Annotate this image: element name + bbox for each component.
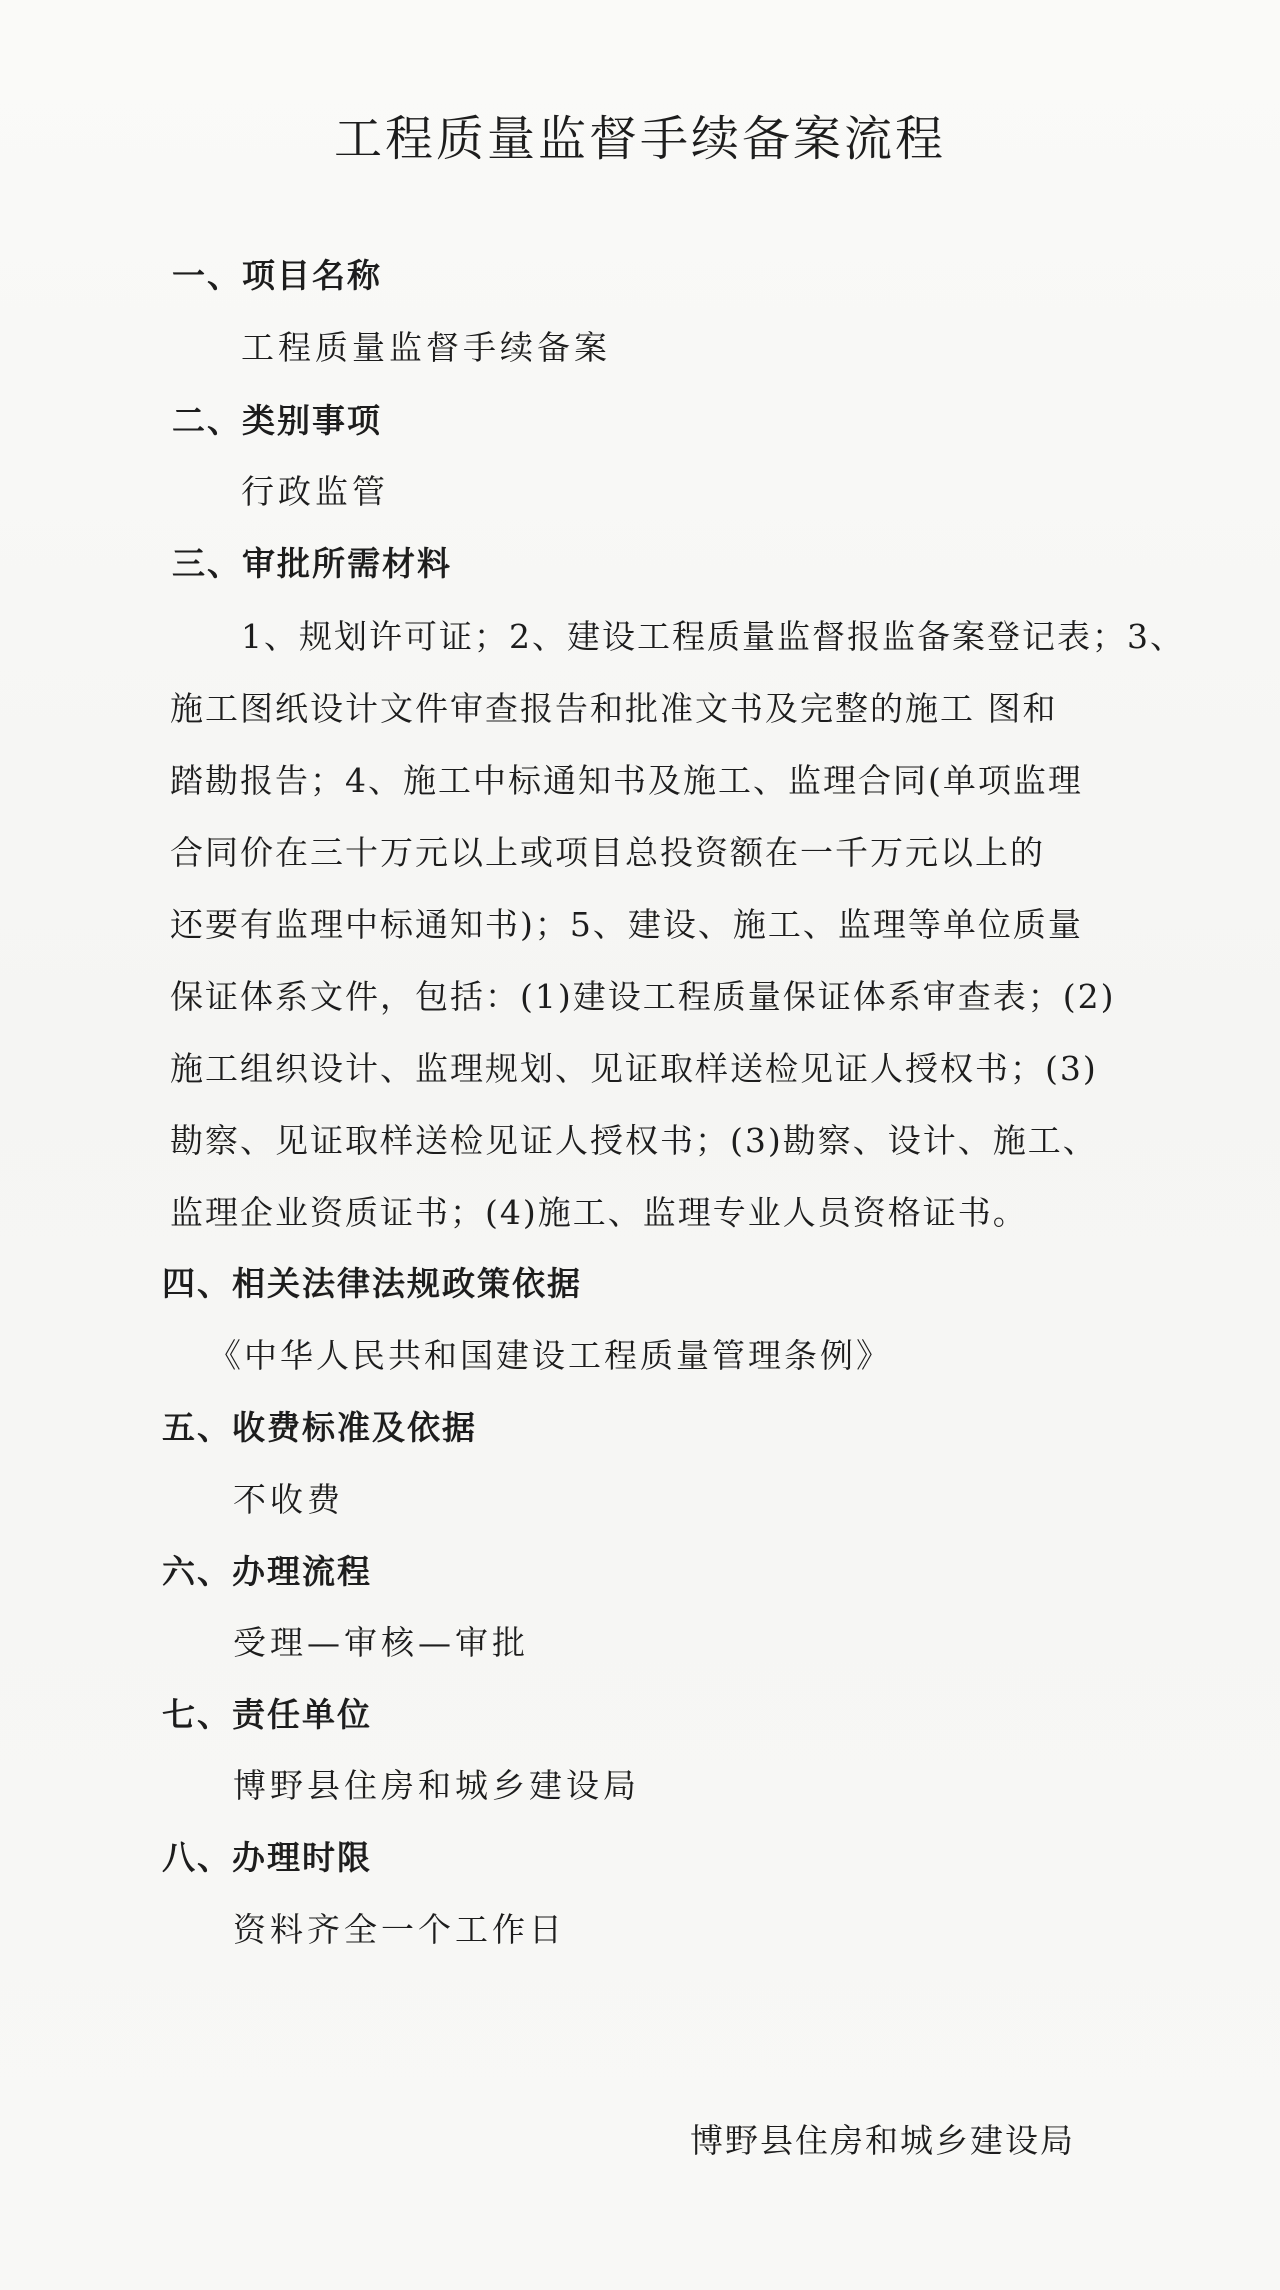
section-content: 《中华人民共和国建设工程质量管理条例》 [208,1336,892,1375]
section-content: 行政监管 [241,472,389,511]
section-content: 受理—审核—审批 [233,1623,529,1662]
section-heading: 三、审批所需材料 [172,544,452,583]
section-heading: 七、责任单位 [162,1695,372,1734]
section-heading: 二、类别事项 [172,401,382,440]
document-title: 工程质量监督手续备案流程 [333,111,946,167]
section-heading: 八、办理时限 [162,1838,372,1877]
materials-line: 保证体系文件，包括：(1)建设工程质量保证体系审查表；(2) [170,977,1116,1016]
section-content: 资料齐全一个工作日 [233,1910,566,1949]
materials-line: 踏勘报告；4、施工中标通知书及施工、监理合同(单项监理 [170,761,1083,800]
materials-line: 施工组织设计、监理规划、见证取样送检见证人授权书；(3) [170,1049,1098,1088]
section-heading: 五、收费标准及依据 [162,1408,477,1447]
materials-line: 1、规划许可证；2、建设工程质量监督报监备案登记表；3、 [241,617,1185,656]
section-heading: 四、相关法律法规政策依据 [162,1264,582,1303]
section-heading: 六、办理流程 [162,1552,372,1591]
materials-line: 监理企业资质证书；(4)施工、监理专业人员资格证书。 [170,1193,1028,1232]
materials-line: 施工图纸设计文件审查报告和批准文书及完整的施工 图和 [170,689,1058,728]
materials-line: 还要有监理中标通知书)；5、建设、施工、监理等单位质量 [170,905,1083,944]
section-content: 不收费 [233,1480,344,1519]
section-content: 工程质量监督手续备案 [241,328,611,367]
section-heading: 一、项目名称 [172,256,382,295]
issuing-authority-signature: 博野县住房和城乡建设局 [690,2121,1075,2160]
section-content: 博野县住房和城乡建设局 [233,1766,640,1805]
materials-line: 合同价在三十万元以上或项目总投资额在一千万元以上的 [170,833,1045,872]
materials-line: 勘察、见证取样送检见证人授权书；(3)勘察、设计、施工、 [170,1121,1098,1160]
